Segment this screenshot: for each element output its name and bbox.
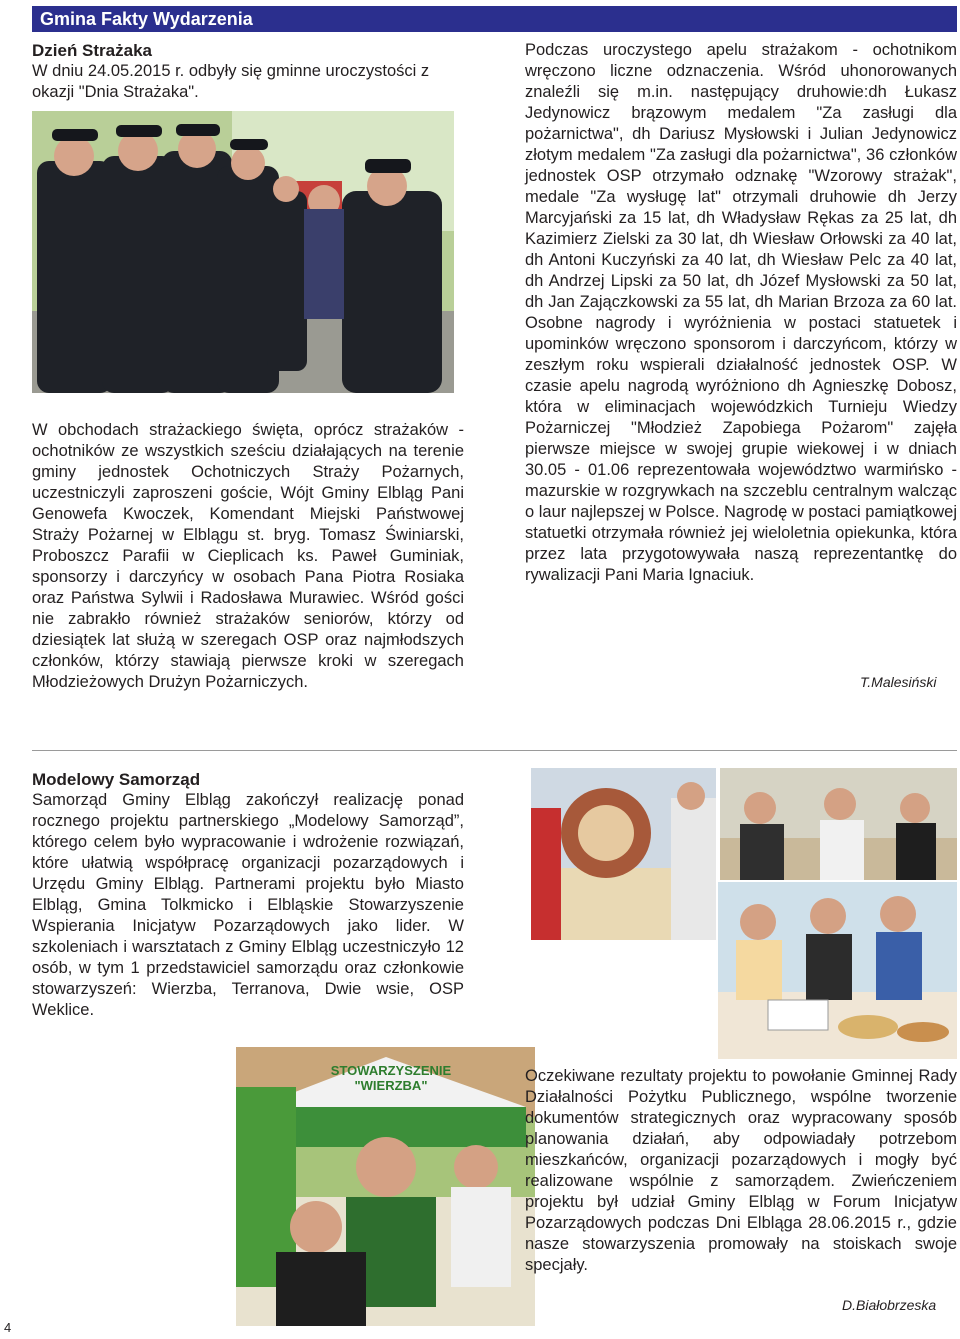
tent-sign: STOWARZYSZENIE "WIERZBA" [330, 1063, 452, 1093]
page-number: 4 [4, 1320, 12, 1335]
food-table-photo [718, 882, 957, 1059]
article-divider [32, 750, 957, 751]
article2-paragraph-right: Oczekiwane rezultaty projektu to powołanie Gminnej Rady Działalności Pożytku Publicznego, wspólne tworzenie dokumentów strategicznych oraz wypracowany sposób planowania działań, aby odpowiadały potrzebom mieszkańców, organizacji pozarządowych i mogły być realizowane wspólnie z samorządem. Zwieńczeniem projektu był udział Gminy Elbląg w Forum Inicjatyw Pozarządowych podczas Dni Elbląga 28.06.2015 r., gdzie nasze stowarzyszenia promowały na stoiskach swoje specjały. [525, 1067, 957, 1274]
article1-body-left [32, 420, 464, 693]
article1-intro-block [32, 40, 464, 103]
article2-paragraph-left: Samorząd Gminy Elbląg zakończył realizację ponad rocznego projektu partnerskiego „Modelowy Samorząd”, którego celem było wypracowanie i wdrożenie rozwiązań, które ułatwią współpracę organizacji pozarządowych i Urzędu Gminy Elbląg. Partnerami projektu było Miasto Elbląg, Gmina Tolkmicko i Elbląskie Stowarzyszenie Wspierania Inicjatyw Pozarządowych jako lider. W szkoleniach i warsztatach z Gminy Elbląg uczestniczyło 12 osób, w tym 1 przedstawiciel samorządu oraz członkowie stowarzyszeń: Wierzba, Terranova, Dwie wsie, OSP Weklice. [32, 791, 464, 1019]
stand-display-photo [531, 768, 716, 940]
article1-paragraph-left: W obchodach strażackiego święta, oprócz strażaków - ochotników ze wszystkich sześciu działających na terenie gminy jednostek Ochotniczych Straży Pożarnych, uczestniczyli zaproszeni goście, Wójt Gminy Elbląg Pani Genowefa Kwoczek, Komendant Miejski Państwowej Straży Pożarnej w Elblągu st. bryg. Tomasz Świniarski, Proboszcz Parafii w Cieplicach ks. Paweł Guminiak, sponsorzy i darczyńcy w osobach Pana Piotra Rosiaka oraz Państwa Sylwii i Radosława Murawiec. Wśród gości nie zabrakło również strażaków seniorów, którzy od dziesiątek lat służą w szeregach OSP oraz najmłodszych członków, którzy stawiają pierwsze kroki w szeregach Młodzieżowych Drużyn Pożarniczych. [32, 421, 464, 691]
wierzba-stand-photo [236, 1047, 535, 1326]
article1-title: Dzień Strażaka [32, 41, 152, 60]
article2-body-left [32, 769, 464, 1021]
article1-author: T.Malesiński [860, 674, 937, 690]
article2-title: Modelowy Samorząd [32, 770, 201, 789]
article2-body-right [525, 1066, 957, 1276]
article1-paragraph-right: Podczas uroczystego apelu strażakom - ochotnikom wręczono liczne odznaczenia. Wśród uhonorowanych znaleźli się m.in. następujący druhowie:dh Łukasz Jedynowicz brązowym medalem "Za zasługi dla pożarnictwa", dh Dariusz Mysłowski i Julian Jedynowicz złotym medalem "Za zasługi dla pożarnictwa", 36 członków jednostek OSP otrzymało odznakę "Wzorowy strażak", medale "Za wysługę lat" otrzymali druhowie dh Jerzy Marcyjański za 15 lat, dh Władysław Rękas za 25 lat, dh Kazimierz Zielski za 30 lat, dh Wiesław Orłowski za 40 lat, dh Antoni Kuczyński za 40 lat, dh Wiesław Pelc za 40 lat, dh Andrzej Lipski za 50 lat, dh Józef Mysłowski za 50 lat, dh Jan Zajączkowski za 55 lat, dh Marian Brzoza za 60 lat. Osobne nagrody i wyróżnienia w postaci statuetek i upominków wręczono sponsorom i darczyńcom, którzy w zeszłym roku wspierali działalność jednostek OSP. W czasie apelu nagrodą wyróżniono dh Agnieszkę Dobosz, która w eliminacjach wojewódzkich Turnieju Wiedzy Pożarniczej "Młodzież Zapobiega Pożarom" zajęła pierwsze miejsce w swojej grupie wiekowej i w dniach 30.05 - 01.06 reprezentowała województwo warmińsko - mazurskie w rozgrywkach na szczeblu centralnym walcząc o laur najlepszej w Polsce. Nagrodę w postaci pamiątkowej statuetki otrzymała również jej wieloletnia opiekunka, która przez lata przygotowywała naszą reprezentantkę do rywalizacji Pani Maria Ignaciuk. [525, 41, 957, 584]
firefighters-photo [32, 111, 454, 393]
stand-women-photo [720, 768, 957, 880]
section-header-bar [32, 6, 957, 32]
article2-author: D.Białobrzeska [842, 1297, 937, 1313]
article1-intro: W dniu 24.05.2015 r. odbyły się gminne uroczystości z okazji "Dnia Strażaka". [32, 62, 430, 101]
article1-body-right [525, 40, 957, 586]
section-header-title: Gmina Fakty Wydarzenia [40, 9, 253, 29]
